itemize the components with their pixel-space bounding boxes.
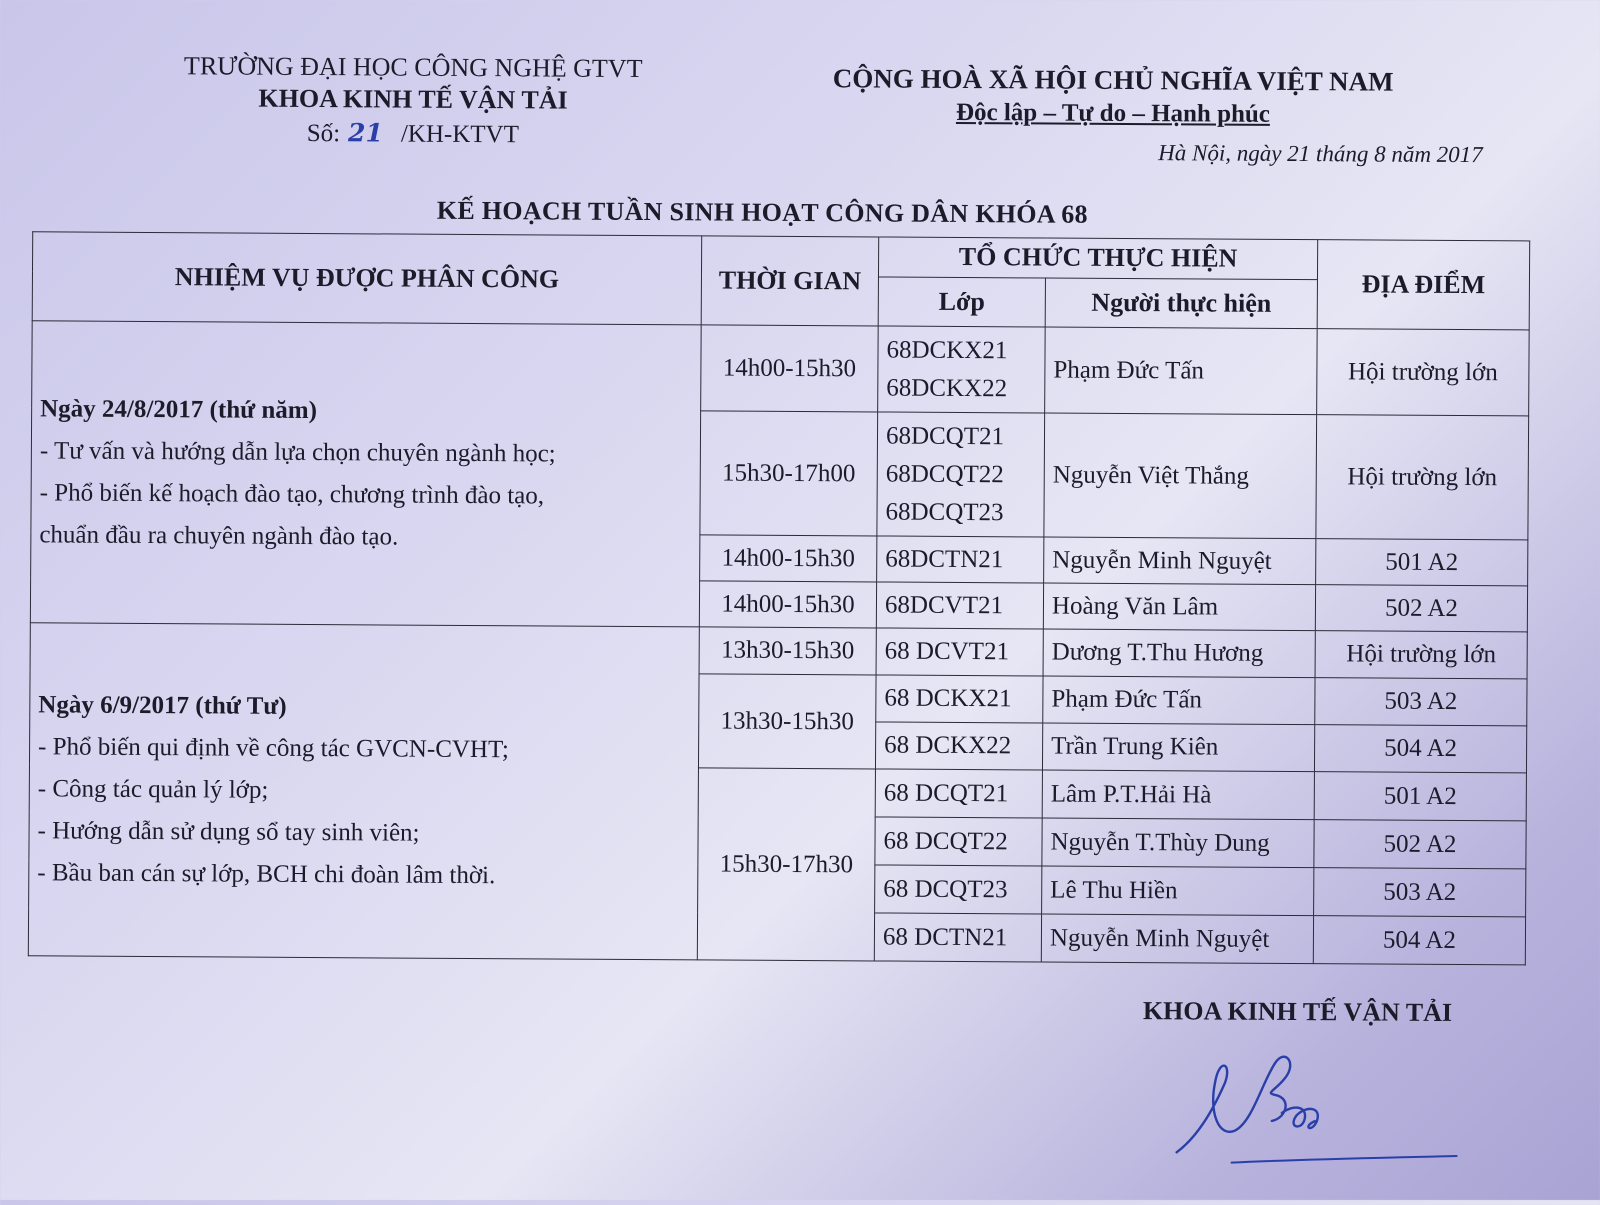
- handwritten-number: 21: [348, 118, 383, 148]
- day-heading: Ngày 6/9/2017 (thứ Tư): [38, 691, 287, 720]
- table-row: [30, 623, 1527, 679]
- class-code: 68DCQT21: [885, 422, 1005, 450]
- class-cell: 68 DCTN21: [874, 913, 1041, 962]
- time-cell: 15h30-17h00: [700, 411, 878, 536]
- time-cell: 13h30-15h30: [698, 674, 876, 769]
- task-item: - Tư vấn và hướng dẫn lựa chọn chuyên ngành học;: [39, 436, 556, 468]
- person-cell: Nguyễn Minh Nguyệt: [1044, 537, 1316, 585]
- place-cell: 504 A2: [1313, 916, 1525, 965]
- person-cell: Lê Thu Hiền: [1042, 866, 1314, 916]
- signature-underline: [1232, 1155, 1457, 1164]
- task-item: - Phổ biến qui định về công tác GVCN-CVHT;: [38, 733, 509, 764]
- person-cell: Trần Trung Kiên: [1042, 723, 1314, 772]
- class-cell: 68 DCKX21: [876, 675, 1043, 723]
- place-cell: 503 A2: [1314, 868, 1526, 917]
- class-cell: 68 DCQT21: [875, 769, 1042, 818]
- school-name: TRƯỜNG ĐẠI HỌC CÔNG NGHỆ GTVT: [183, 51, 643, 84]
- place-cell: 501 A2: [1316, 539, 1528, 586]
- place-cell: Hội trường lớn: [1315, 631, 1527, 679]
- task-cell-day2: [28, 623, 699, 960]
- place-cell: 501 A2: [1314, 772, 1526, 821]
- person-cell: Nguyễn T.Thùy Dung: [1042, 818, 1314, 868]
- task-item: chuẩn đầu ra chuyên ngành đào tạo.: [39, 520, 399, 551]
- time-cell: 14h00-15h30: [700, 535, 877, 582]
- number-prefix: Số:: [306, 119, 341, 148]
- task-item: - Bầu ban cán sự lớp, BCH chi đoàn lâm thời.: [37, 859, 496, 890]
- place-cell: 502 A2: [1315, 585, 1527, 632]
- header-time: THỜI GIAN: [701, 236, 879, 326]
- place-cell: Hội trường lớn: [1317, 329, 1530, 416]
- date-line: Hà Nội, ngày 21 tháng 8 năm 2017: [1158, 140, 1483, 168]
- header-left: [143, 50, 684, 152]
- national-motto: Độc lập – Tự do – Hạnh phúc: [955, 98, 1271, 128]
- header-task: NHIỆM VỤ ĐƯỢC PHÂN CÔNG: [32, 232, 702, 325]
- class-cell: 68 DCKX22: [875, 722, 1042, 770]
- task-item: - Công tác quản lý lớp;: [37, 775, 269, 804]
- header-place: ĐỊA ĐIỂM: [1317, 240, 1530, 330]
- time-cell: 14h00-15h30: [699, 581, 876, 628]
- person-cell: Nguyễn Minh Nguyệt: [1041, 914, 1313, 964]
- class-cell: 68 DCQT23: [875, 865, 1042, 914]
- class-code: 68DCQT22: [885, 460, 1004, 488]
- number-suffix: /KH-KTVT: [400, 120, 520, 149]
- person-cell: Phạm Đức Tấn: [1043, 676, 1315, 725]
- task-item: - Phổ biến kế hoạch đào tạo, chương trình đào tạo,: [39, 478, 545, 509]
- class-cell: 68 DCVT21: [876, 628, 1043, 676]
- place-cell: 504 A2: [1314, 725, 1526, 773]
- header-person: Người thực hiện: [1045, 278, 1317, 329]
- time-cell: 13h30-15h30: [699, 627, 876, 675]
- signature-image: [1157, 1042, 1468, 1174]
- class-code: 68DCKX21: [886, 336, 1008, 364]
- class-code: 68DCKX22: [886, 374, 1008, 402]
- time-cell: 14h00-15h30: [701, 325, 879, 412]
- class-cell: [878, 326, 1046, 413]
- header-class: Lớp: [878, 277, 1045, 327]
- faculty-name: KHOA KINH TẾ VẬN TẢI: [258, 83, 568, 115]
- header-right: [803, 62, 1423, 132]
- document-title: KẾ HOẠCH TUẦN SINH HOẠT CÔNG DÂN KHÓA 68: [436, 195, 1088, 229]
- plan-table: [28, 231, 1530, 965]
- place-cell: 502 A2: [1314, 820, 1526, 869]
- place-cell: 503 A2: [1315, 678, 1527, 726]
- header-org: TỔ CHỨC THỰC HIỆN: [878, 237, 1317, 280]
- person-cell: Lâm P.T.Hải Hà: [1042, 770, 1314, 820]
- table-row: [32, 321, 1529, 416]
- person-cell: Hoàng Văn Lâm: [1043, 583, 1315, 631]
- signature-stroke: [1177, 1056, 1319, 1153]
- place-cell: Hội trường lớn: [1316, 415, 1529, 540]
- country-name: CỘNG HOÀ XÃ HỘI CHỦ NGHĨA VIỆT NAM: [832, 63, 1394, 97]
- class-cell: 68DCTN21: [877, 536, 1044, 583]
- person-cell: Dương T.Thu Hương: [1043, 629, 1315, 678]
- task-cell-day1: [30, 321, 701, 627]
- document-number: [143, 116, 683, 152]
- class-cell: 68 DCQT22: [875, 817, 1042, 866]
- time-cell: 15h30-17h30: [697, 768, 875, 961]
- class-cell: 68DCVT21: [876, 582, 1043, 629]
- day-heading: Ngày 24/8/2017 (thứ năm): [40, 394, 318, 424]
- signing-organization: KHOA KINH TẾ VẬN TẢI: [1142, 996, 1453, 1027]
- task-item: - Hướng dẫn sử dụng sổ tay sinh viên;: [37, 817, 420, 847]
- class-code: 68DCQT23: [885, 498, 1004, 526]
- person-cell: Nguyễn Việt Thắng: [1044, 413, 1317, 539]
- person-cell: Phạm Đức Tấn: [1045, 327, 1318, 415]
- class-cell: [877, 412, 1045, 537]
- header-row: [32, 232, 1529, 281]
